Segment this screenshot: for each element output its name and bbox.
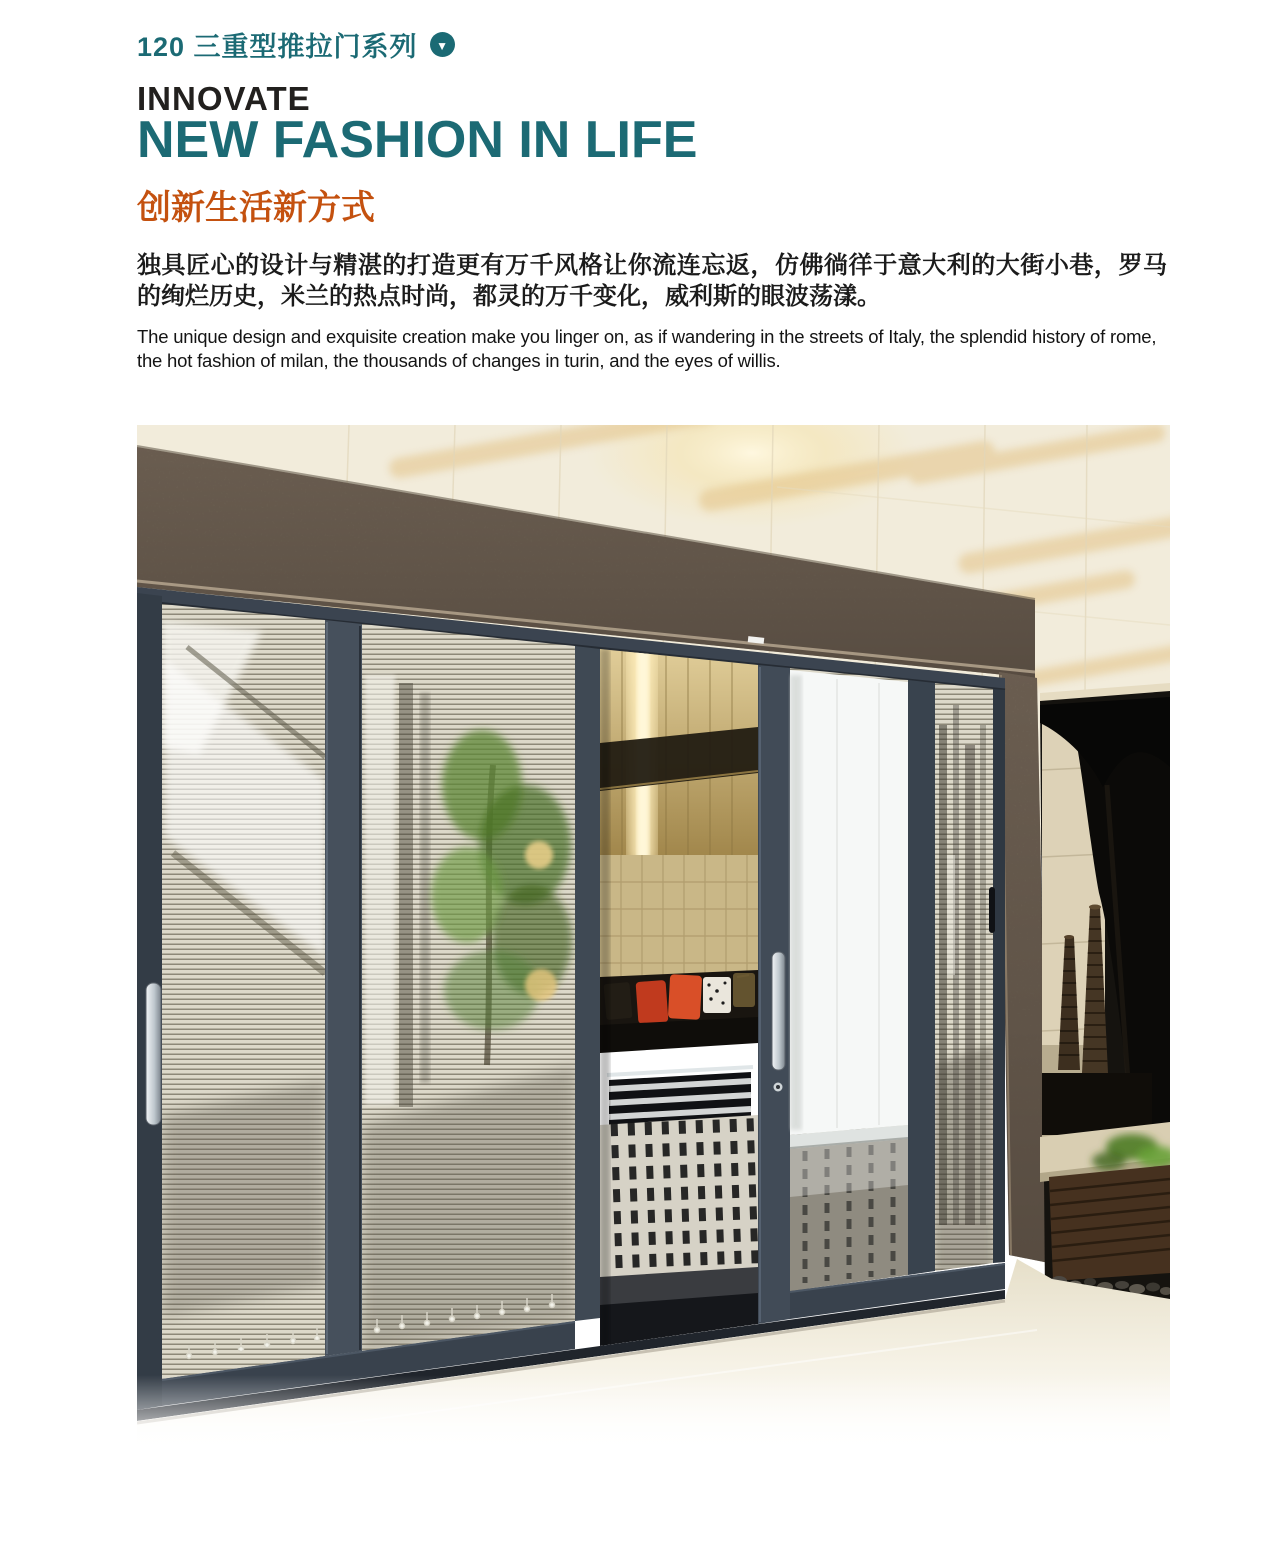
door-handle-center xyxy=(772,952,785,1070)
door-handle-right xyxy=(989,887,995,933)
page-title: NEW FASHION IN LIFE xyxy=(137,111,698,169)
roller-shade xyxy=(790,670,908,1135)
headline-kicker: INNOVATE xyxy=(137,80,311,117)
down-arrow-glyph: ▼ xyxy=(436,38,448,53)
interior-scene xyxy=(600,635,758,1349)
body-paragraph-english: The unique design and exquisite creation make you linger on, as if wandering in the streets of Italy, the splendid history of rome, the hot fashion of milan, the thousands of changes in turin, and the eyes of willis. xyxy=(137,326,1157,371)
series-header xyxy=(137,25,455,64)
body-paragraph-chinese: 独具匠心的设计与精湛的打造更有万千风格让你流连忘返，仿佛徜徉于意大利的大街小巷，罗马的绚烂历史，米兰的热点时尚，都灵的万千变化，威利斯的眼波荡漾。 xyxy=(137,252,1167,310)
sliding-door-unit xyxy=(137,587,1005,1421)
series-title: 120 三重型推拉门系列 xyxy=(137,32,418,62)
product-photo xyxy=(137,425,1170,1452)
door-handle-left xyxy=(146,983,161,1125)
alcove-and-pond xyxy=(1040,683,1170,1305)
down-arrow-badge-icon xyxy=(430,32,455,57)
subtitle-chinese: 创新生活新方式 xyxy=(137,188,375,228)
